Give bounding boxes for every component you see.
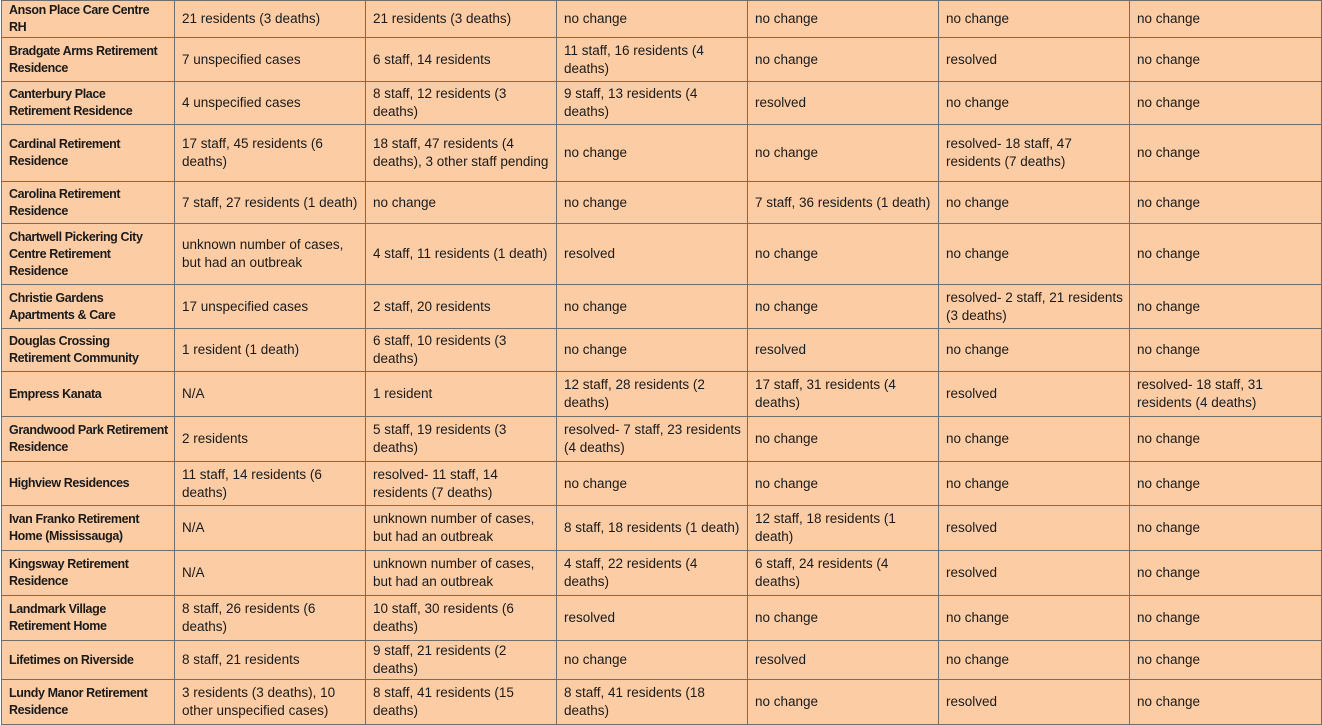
status-cell: no change [748,285,939,329]
residence-name-cell: Lifetimes on Riverside [2,641,175,680]
table-row [2,38,1322,82]
residence-name-cell: Cardinal Retirement Residence [2,125,175,182]
table-row [2,329,1322,372]
table-row [2,182,1322,224]
residence-name-cell: Lundy Manor Retirement Residence [2,680,175,725]
status-cell: no change [557,329,748,372]
status-cell: 2 residents [175,417,366,462]
table-row [2,680,1322,725]
status-cell: no change [939,82,1130,125]
status-cell: 9 staff, 21 residents (2 deaths) [366,641,557,680]
status-cell: resolved- 7 staff, 23 residents (4 deaths) [557,417,748,462]
status-cell: no change [939,462,1130,506]
status-cell: no change [939,417,1130,462]
table-row [2,372,1322,417]
table-row [2,285,1322,329]
status-cell: no change [748,38,939,82]
status-cell: N/A [175,506,366,551]
residence-name-cell: Empress Kanata [2,372,175,417]
table-row [2,641,1322,680]
status-cell: 7 staff, 27 residents (1 death) [175,182,366,224]
table-row [2,596,1322,641]
status-cell: no change [1130,680,1322,725]
status-cell: 8 staff, 41 residents (15 deaths) [366,680,557,725]
status-cell: no change [1130,125,1322,182]
status-cell: no change [1130,596,1322,641]
status-cell: 2 staff, 20 residents [366,285,557,329]
residence-name-cell: Grandwood Park Retirement Residence [2,417,175,462]
status-cell: resolved- 18 staff, 31 residents (4 deaths) [1130,372,1322,417]
status-cell: no change [1130,1,1322,38]
status-cell: no change [1130,285,1322,329]
status-cell: 4 staff, 11 residents (1 death) [366,224,557,285]
status-cell: unknown number of cases, but had an outbreak [366,506,557,551]
status-cell: no change [748,680,939,725]
outbreak-table [1,0,1322,725]
residence-name-cell: Landmark Village Retirement Home [2,596,175,641]
status-cell: 12 staff, 28 residents (2 deaths) [557,372,748,417]
residence-name-cell: Canterbury Place Retirement Residence [2,82,175,125]
status-cell: resolved [748,82,939,125]
status-cell: resolved- 2 staff, 21 residents (3 deaths) [939,285,1130,329]
status-cell: 1 resident [366,372,557,417]
status-cell: resolved [939,38,1130,82]
status-cell: 8 staff, 18 residents (1 death) [557,506,748,551]
status-cell: no change [939,182,1130,224]
status-cell: 6 staff, 24 residents (4 deaths) [748,551,939,596]
status-cell: resolved [557,596,748,641]
status-cell: 17 unspecified cases [175,285,366,329]
status-cell: no change [1130,82,1322,125]
status-cell: 17 staff, 45 residents (6 deaths) [175,125,366,182]
table-row [2,82,1322,125]
status-cell: 12 staff, 18 residents (1 death) [748,506,939,551]
status-cell: no change [1130,182,1322,224]
status-cell: no change [1130,329,1322,372]
status-cell: no change [748,596,939,641]
status-cell: resolved [939,551,1130,596]
status-cell: no change [557,641,748,680]
residence-name-cell: Highview Residences [2,462,175,506]
status-cell: 8 staff, 26 residents (6 deaths) [175,596,366,641]
status-cell: unknown number of cases, but had an outbreak [366,551,557,596]
status-cell: 4 unspecified cases [175,82,366,125]
status-cell: 6 staff, 14 residents [366,38,557,82]
status-cell: resolved- 18 staff, 47 residents (7 deaths) [939,125,1130,182]
status-cell: no change [557,182,748,224]
status-cell: no change [748,417,939,462]
status-cell: no change [939,596,1130,641]
table-row [2,462,1322,506]
status-cell: 17 staff, 31 residents (4 deaths) [748,372,939,417]
status-cell: 4 staff, 22 residents (4 deaths) [557,551,748,596]
residence-name-cell: Kingsway Retirement Residence [2,551,175,596]
status-cell: 8 staff, 21 residents [175,641,366,680]
status-cell: no change [939,329,1130,372]
residence-name-cell: Anson Place Care Centre RH [2,1,175,38]
status-cell: no change [748,224,939,285]
residence-name-cell: Chartwell Pickering City Centre Retirement Residence [2,224,175,285]
status-cell: no change [557,462,748,506]
status-cell: resolved- 11 staff, 14 residents (7 deaths) [366,462,557,506]
status-cell: 8 staff, 12 residents (3 deaths) [366,82,557,125]
table-row [2,224,1322,285]
status-cell: no change [1130,551,1322,596]
status-cell: resolved [939,506,1130,551]
status-cell: unknown number of cases, but had an outbreak [175,224,366,285]
status-cell: 6 staff, 10 residents (3 deaths) [366,329,557,372]
status-cell: no change [748,125,939,182]
residence-name-cell: Ivan Franko Retirement Home (Mississauga) [2,506,175,551]
table-row [2,417,1322,462]
status-cell: no change [1130,417,1322,462]
status-cell: 1 resident (1 death) [175,329,366,372]
status-cell: no change [557,285,748,329]
residence-name-cell: Bradgate Arms Retirement Residence [2,38,175,82]
status-cell: no change [1130,224,1322,285]
status-cell: 11 staff, 16 residents (4 deaths) [557,38,748,82]
status-cell: resolved [939,372,1130,417]
status-cell: N/A [175,551,366,596]
status-cell: resolved [748,641,939,680]
status-cell: 11 staff, 14 residents (6 deaths) [175,462,366,506]
status-cell: 21 residents (3 deaths) [366,1,557,38]
status-cell: no change [1130,38,1322,82]
status-cell: no change [557,1,748,38]
status-cell: no change [1130,506,1322,551]
status-cell: no change [939,641,1130,680]
status-cell: 10 staff, 30 residents (6 deaths) [366,596,557,641]
table-row [2,125,1322,182]
table-row [2,1,1322,38]
residence-name-cell: Christie Gardens Apartments & Care [2,285,175,329]
table-row [2,551,1322,596]
status-cell: no change [939,1,1130,38]
status-cell: no change [748,1,939,38]
status-cell: no change [366,182,557,224]
status-cell: no change [1130,641,1322,680]
status-cell: resolved [557,224,748,285]
status-cell: 7 unspecified cases [175,38,366,82]
status-cell: N/A [175,372,366,417]
residence-name-cell: Douglas Crossing Retirement Community [2,329,175,372]
table-body [2,1,1322,725]
status-cell: 9 staff, 13 residents (4 deaths) [557,82,748,125]
status-cell: 7 staff, 36 residents (1 death) [748,182,939,224]
status-cell: no change [939,224,1130,285]
status-cell: 21 residents (3 deaths) [175,1,366,38]
status-cell: 5 staff, 19 residents (3 deaths) [366,417,557,462]
status-cell: 3 residents (3 deaths), 10 other unspecified cases) [175,680,366,725]
status-cell: resolved [939,680,1130,725]
status-cell: 8 staff, 41 residents (18 deaths) [557,680,748,725]
residence-name-cell: Carolina Retirement Residence [2,182,175,224]
status-cell: no change [1130,462,1322,506]
status-cell: 18 staff, 47 residents (4 deaths), 3 other staff pending [366,125,557,182]
status-cell: no change [748,462,939,506]
status-cell: resolved [748,329,939,372]
table-row [2,506,1322,551]
status-cell: no change [557,125,748,182]
